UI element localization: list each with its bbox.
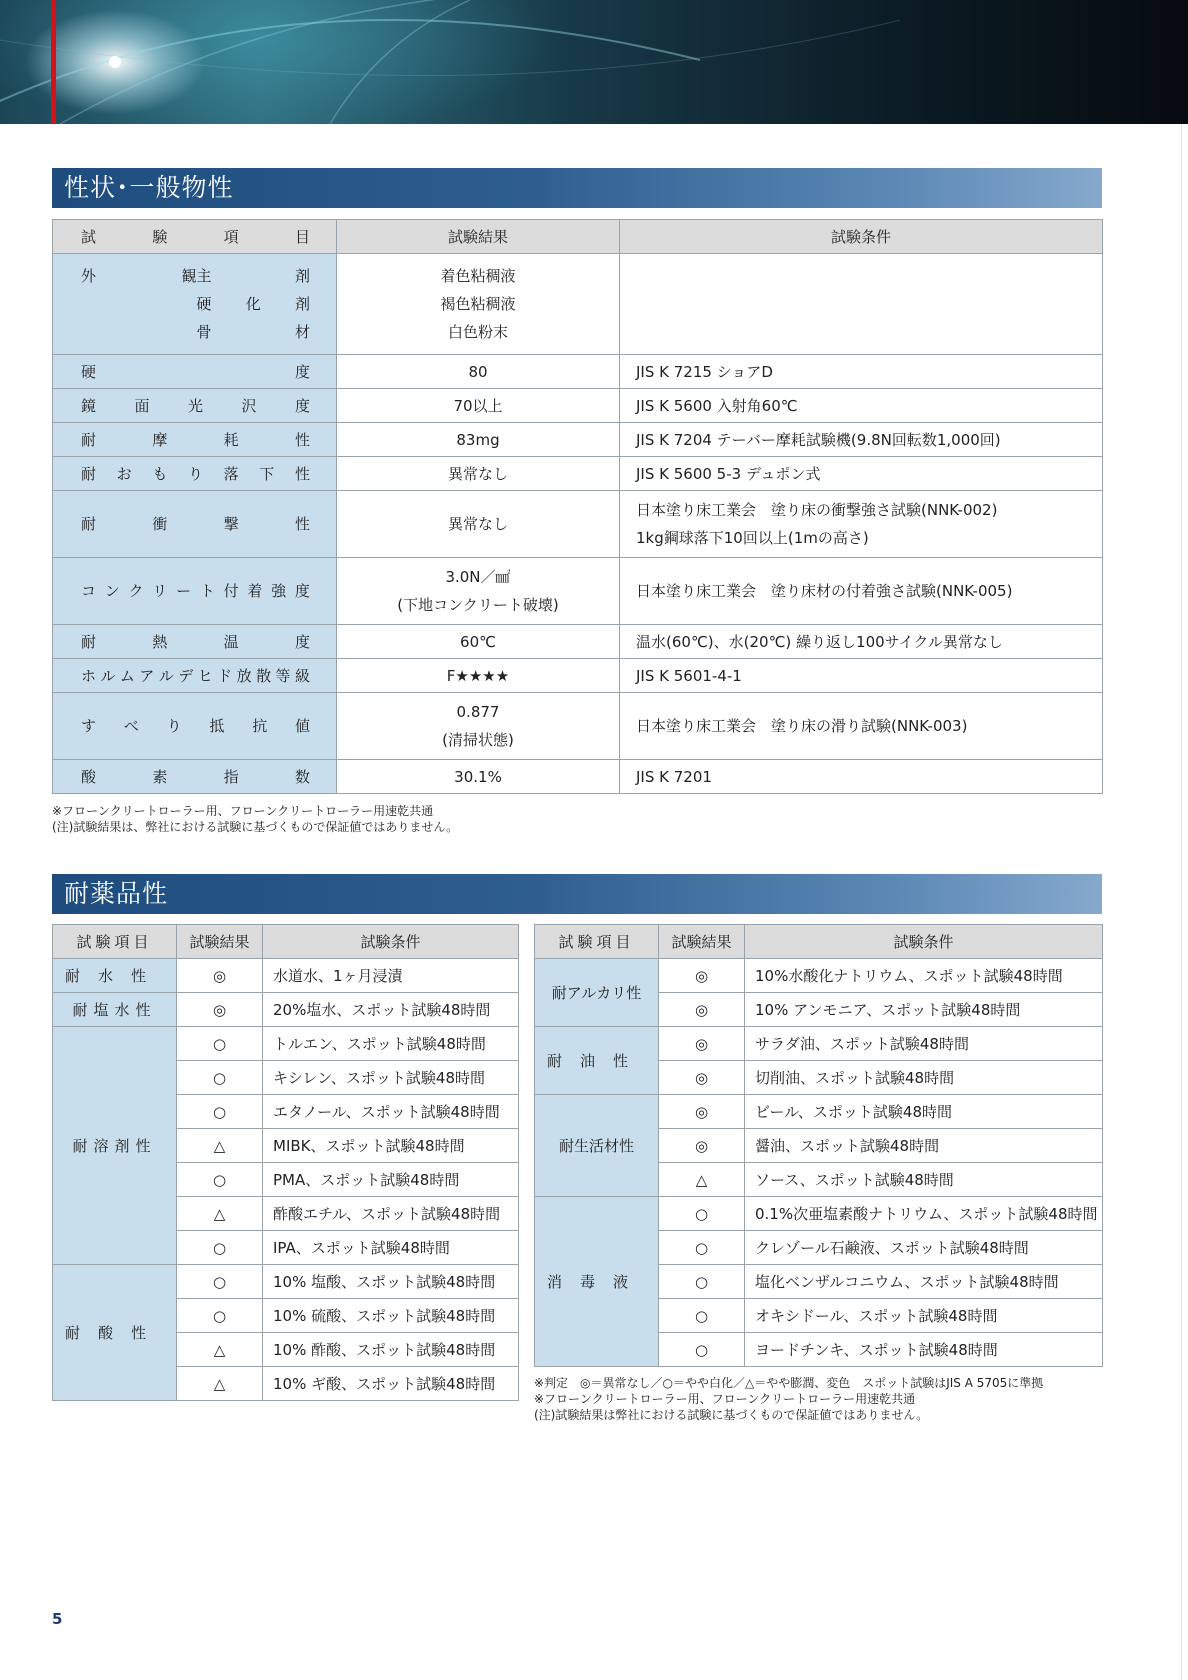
banner-red-stripe bbox=[51, 0, 56, 124]
chemical-row bbox=[535, 959, 1103, 993]
chemical-condition: トルエン、スポット試験48時間 bbox=[263, 1027, 519, 1061]
chemical-result-symbol: △ bbox=[659, 1163, 745, 1197]
header-condition: 試験条件 bbox=[620, 220, 1103, 254]
chemical-group-label-text: 消毒液 bbox=[546, 1273, 646, 1291]
row-label-text: 鏡 面 光 沢 度 bbox=[81, 396, 310, 415]
row-result-value: F★★★★ bbox=[446, 666, 510, 685]
appearance-sub-label: 硬 化 剤 bbox=[196, 295, 310, 313]
chemical-header-row bbox=[53, 925, 519, 959]
properties-row-appearance bbox=[53, 254, 1103, 355]
row-result-value: 80 bbox=[468, 362, 488, 381]
appearance-main-label bbox=[81, 290, 196, 318]
chemical-group-label bbox=[53, 1027, 177, 1265]
chemical-condition: 10%水酸化ナトリウム、スポット試験48時間 bbox=[745, 959, 1103, 993]
row-result bbox=[337, 760, 620, 794]
chemical-group-label bbox=[53, 1265, 177, 1401]
row-label-text: 硬 度 bbox=[81, 362, 310, 381]
chemical-result-symbol: ◎ bbox=[659, 1027, 745, 1061]
row-condition-text: 日本塗り床工業会 塗り床材の付着強さ試験(NNK-005) bbox=[636, 582, 1013, 600]
chemical-row bbox=[535, 1027, 1103, 1061]
chemical-condition: ソース、スポット試験48時間 bbox=[745, 1163, 1103, 1197]
row-result-value: 0.877 bbox=[456, 703, 500, 721]
chemical-result-symbol: ◎ bbox=[659, 1095, 745, 1129]
chemical-condition: MIBK、スポット試験48時間 bbox=[263, 1129, 519, 1163]
row-condition-text: 日本塗り床工業会 塗り床の滑り試験(NNK-003) bbox=[636, 717, 968, 735]
row-label bbox=[53, 625, 337, 659]
properties-row bbox=[53, 491, 1103, 558]
chemical-group-label bbox=[535, 1027, 659, 1095]
properties-row bbox=[53, 423, 1103, 457]
header-banner bbox=[0, 0, 1188, 124]
chemical-condition: 10% 酢酸、スポット試験48時間 bbox=[263, 1333, 519, 1367]
chemical-group-label-text: 耐溶剤性 bbox=[72, 1137, 157, 1155]
row-condition bbox=[620, 389, 1103, 423]
row-result-value: 30.1% bbox=[454, 767, 502, 786]
chemical-result-symbol: ◎ bbox=[177, 959, 263, 993]
row-result-value: 異常なし bbox=[447, 464, 508, 483]
row-label bbox=[53, 355, 337, 389]
chemical-condition: 醤油、スポット試験48時間 bbox=[745, 1129, 1103, 1163]
properties-notes bbox=[52, 803, 458, 835]
chemical-condition: 0.1%次亜塩素酸ナトリウム、スポット試験48時間 bbox=[745, 1197, 1103, 1231]
properties-table bbox=[52, 219, 1103, 794]
row-label-text: 耐 衝 撃 性 bbox=[81, 515, 310, 533]
chemical-group-label bbox=[53, 959, 177, 993]
row-label-text: コ ン ク リ ー ト 付 着 強 度 bbox=[81, 582, 310, 600]
row-condition-text: JIS K 5601-4-1 bbox=[636, 666, 742, 685]
row-label bbox=[53, 457, 337, 491]
row-label bbox=[53, 693, 337, 760]
properties-row bbox=[53, 558, 1103, 625]
chemical-result-symbol: ○ bbox=[659, 1231, 745, 1265]
chemical-group-label-text: 耐生活材性 bbox=[558, 1137, 634, 1155]
row-label bbox=[53, 760, 337, 794]
note-line: (注)試験結果は、弊社における試験に基づくもので保証値ではありません。 bbox=[52, 820, 459, 834]
row-label bbox=[53, 491, 337, 558]
chemical-condition: オキシドール、スポット試験48時間 bbox=[745, 1299, 1103, 1333]
chemical-row bbox=[53, 1027, 519, 1061]
chemical-result-symbol: ○ bbox=[177, 1095, 263, 1129]
chemical-condition: サラダ油、スポット試験48時間 bbox=[745, 1027, 1103, 1061]
chemical-result-symbol: ○ bbox=[177, 1299, 263, 1333]
chemical-result-symbol: ◎ bbox=[659, 1061, 745, 1095]
row-result-appearance bbox=[337, 254, 620, 355]
appearance-main-label bbox=[81, 318, 196, 346]
row-result bbox=[337, 423, 620, 457]
row-condition-text: JIS K 7201 bbox=[636, 767, 712, 786]
row-result bbox=[337, 457, 620, 491]
row-condition-text: 温水(60℃)、水(20℃) 繰り返し100サイクル異常なし bbox=[636, 632, 1003, 651]
chemical-row bbox=[53, 959, 519, 993]
chemical-result-symbol: △ bbox=[177, 1367, 263, 1401]
page-number: 5 bbox=[52, 1610, 63, 1628]
chemical-group-label-text: 耐塩水性 bbox=[72, 1001, 157, 1019]
chemical-result-symbol: ○ bbox=[177, 1027, 263, 1061]
note-line: (注)試験結果は弊社における試験に基づくもので保証値ではありません。 bbox=[534, 1408, 929, 1422]
properties-row bbox=[53, 760, 1103, 794]
properties-header-row bbox=[53, 220, 1103, 254]
properties-row bbox=[53, 457, 1103, 491]
chemical-condition: ヨードチンキ、スポット試験48時間 bbox=[745, 1333, 1103, 1367]
row-result bbox=[337, 491, 620, 558]
chemical-header-row bbox=[535, 925, 1103, 959]
chemical-group-label-text: 耐アルカリ性 bbox=[551, 984, 642, 1002]
row-condition-text: JIS K 7204 テーバー摩耗試験機(9.8N回転数1,000回) bbox=[636, 430, 1001, 449]
appearance-sub-label: 主 剤 bbox=[196, 267, 310, 285]
chemical-result-symbol: ○ bbox=[659, 1265, 745, 1299]
chemical-result-symbol: △ bbox=[177, 1197, 263, 1231]
appearance-result: 白色粉末 bbox=[447, 323, 508, 341]
chemical-condition: 酢酸エチル、スポット試験48時間 bbox=[263, 1197, 519, 1231]
chemical-result-symbol: ◎ bbox=[659, 993, 745, 1027]
row-label-appearance bbox=[53, 254, 337, 355]
chemical-condition: IPA、スポット試験48時間 bbox=[263, 1231, 519, 1265]
row-result bbox=[337, 389, 620, 423]
properties-row bbox=[53, 389, 1103, 423]
chemical-result-symbol: ◎ bbox=[659, 959, 745, 993]
row-condition-text: JIS K 7215 ショアD bbox=[636, 362, 773, 381]
row-result-note: (清掃状態) bbox=[442, 731, 514, 749]
chemical-condition: 10% ギ酸、スポット試験48時間 bbox=[263, 1367, 519, 1401]
properties-row bbox=[53, 355, 1103, 389]
row-label-text: す べ り 抵 抗 値 bbox=[81, 717, 310, 735]
row-condition-text: JIS K 5600 5-3 デュポン式 bbox=[636, 464, 821, 483]
chemical-condition: ビール、スポット試験48時間 bbox=[745, 1095, 1103, 1129]
row-result bbox=[337, 355, 620, 389]
header-result: 試験結果 bbox=[659, 925, 745, 959]
row-label bbox=[53, 558, 337, 625]
chemical-row bbox=[535, 1197, 1103, 1231]
row-label-text: ホ ル ム ア ル デ ヒ ド 放 散 等 級 bbox=[81, 666, 310, 685]
row-result bbox=[337, 659, 620, 693]
banner-decoration bbox=[0, 0, 1188, 124]
header-condition: 試験条件 bbox=[745, 925, 1103, 959]
chemical-table-right bbox=[534, 924, 1103, 1367]
chemical-group-label-text: 耐油性 bbox=[546, 1052, 646, 1070]
row-result-value: 70以上 bbox=[453, 396, 503, 415]
row-condition bbox=[620, 355, 1103, 389]
chemical-result-symbol: △ bbox=[177, 1129, 263, 1163]
chemical-group-label bbox=[53, 993, 177, 1027]
row-condition-text: JIS K 5600 入射角60℃ bbox=[636, 396, 798, 415]
appearance-result: 褐色粘稠液 bbox=[440, 295, 516, 313]
row-result bbox=[337, 693, 620, 760]
chemical-result-symbol: ◎ bbox=[177, 993, 263, 1027]
header-result: 試験結果 bbox=[337, 220, 620, 254]
chemical-result-symbol: ○ bbox=[177, 1163, 263, 1197]
chemical-condition: 10% アンモニア、スポット試験48時間 bbox=[745, 993, 1103, 1027]
chemical-condition: 切削油、スポット試験48時間 bbox=[745, 1061, 1103, 1095]
chemical-condition: 塩化ベンザルコニウム、スポット試験48時間 bbox=[745, 1265, 1103, 1299]
row-condition bbox=[620, 423, 1103, 457]
chemical-group-label bbox=[535, 1095, 659, 1197]
header-item: 試験項目 bbox=[535, 925, 659, 959]
section-title-properties: 性状･一般物性 bbox=[52, 168, 1102, 208]
chemical-row bbox=[53, 1265, 519, 1299]
section-title-chemical: 耐薬品性 bbox=[52, 874, 1102, 914]
row-result-value: 83mg bbox=[456, 430, 500, 449]
chemical-condition: 10% 硫酸、スポット試験48時間 bbox=[263, 1299, 519, 1333]
header-result: 試験結果 bbox=[177, 925, 263, 959]
note-line: ※フローンクリートローラー用、フローンクリートローラー用速乾共通 bbox=[534, 1392, 916, 1406]
appearance-sub-label: 骨 材 bbox=[196, 323, 310, 341]
header-item: 試験項目 bbox=[53, 925, 177, 959]
chemical-notes bbox=[534, 1375, 1043, 1423]
chemical-group-label bbox=[535, 1197, 659, 1367]
page-edge-line bbox=[1181, 124, 1182, 1680]
row-result-value: 3.0N／㎟ bbox=[445, 568, 511, 586]
chemical-result-symbol: ○ bbox=[659, 1197, 745, 1231]
header-condition: 試験条件 bbox=[263, 925, 519, 959]
row-label-text: 耐 熱 温 度 bbox=[81, 632, 310, 651]
note-line: ※フローンクリートローラー用、フローンクリートローラー用速乾共通 bbox=[52, 804, 434, 818]
row-condition-text: 日本塗り床工業会 塗り床の衝撃強さ試験(NNK-002) bbox=[636, 501, 998, 519]
chemical-row bbox=[53, 993, 519, 1027]
row-condition bbox=[620, 491, 1103, 558]
row-label bbox=[53, 659, 337, 693]
chemical-result-symbol: ○ bbox=[659, 1299, 745, 1333]
chemical-condition: 10% 塩酸、スポット試験48時間 bbox=[263, 1265, 519, 1299]
chemical-group-label-text: 耐水性 bbox=[64, 967, 164, 985]
header-item-label: 試 験 項 目 bbox=[81, 228, 310, 246]
chemical-result-symbol: ◎ bbox=[659, 1129, 745, 1163]
chemical-table-left bbox=[52, 924, 519, 1401]
row-condition bbox=[620, 457, 1103, 491]
row-label bbox=[53, 389, 337, 423]
chemical-result-symbol: ○ bbox=[177, 1265, 263, 1299]
chemical-condition: 水道水、1ヶ月浸漬 bbox=[263, 959, 519, 993]
chemical-group-label-text: 耐酸性 bbox=[64, 1324, 164, 1342]
row-condition-text-2: 1kg鋼球落下10回以上(1mの高さ) bbox=[636, 529, 869, 547]
row-result-note: (下地コンクリート破壊) bbox=[397, 596, 559, 614]
row-label-text: 酸 素 指 数 bbox=[81, 767, 310, 786]
row-result-value: 異常なし bbox=[447, 515, 508, 533]
row-result-value: 60℃ bbox=[460, 632, 496, 651]
chemical-condition: 20%塩水、スポット試験48時間 bbox=[263, 993, 519, 1027]
properties-row bbox=[53, 625, 1103, 659]
chemical-result-symbol: ○ bbox=[659, 1333, 745, 1367]
chemical-condition: キシレン、スポット試験48時間 bbox=[263, 1061, 519, 1095]
row-condition bbox=[620, 625, 1103, 659]
chemical-condition: PMA、スポット試験48時間 bbox=[263, 1163, 519, 1197]
row-result bbox=[337, 558, 620, 625]
chemical-result-symbol: △ bbox=[177, 1333, 263, 1367]
properties-row bbox=[53, 693, 1103, 760]
chemical-result-symbol: ○ bbox=[177, 1231, 263, 1265]
row-label bbox=[53, 423, 337, 457]
row-label-text: 耐 お も り 落 下 性 bbox=[81, 464, 310, 483]
properties-row bbox=[53, 659, 1103, 693]
appearance-result: 着色粘稠液 bbox=[440, 267, 516, 285]
row-result bbox=[337, 625, 620, 659]
chemical-condition: クレゾール石鹸液、スポット試験48時間 bbox=[745, 1231, 1103, 1265]
chemical-result-symbol: ○ bbox=[177, 1061, 263, 1095]
row-condition bbox=[620, 558, 1103, 625]
appearance-main-label: 外 観 bbox=[81, 267, 197, 285]
chemical-condition: エタノール、スポット試験48時間 bbox=[263, 1095, 519, 1129]
chemical-row bbox=[535, 1095, 1103, 1129]
row-label-text: 耐 摩 耗 性 bbox=[81, 430, 310, 449]
row-condition bbox=[620, 760, 1103, 794]
header-item bbox=[53, 220, 337, 254]
row-condition bbox=[620, 693, 1103, 760]
note-line: ※判定 ◎＝異常なし／○＝やや白化／△＝やや膨潤、変色 スポット試験はJIS A 5705に準拠 bbox=[534, 1376, 1044, 1390]
row-condition bbox=[620, 659, 1103, 693]
chemical-group-label bbox=[535, 959, 659, 1027]
row-condition-appearance bbox=[620, 254, 1103, 355]
